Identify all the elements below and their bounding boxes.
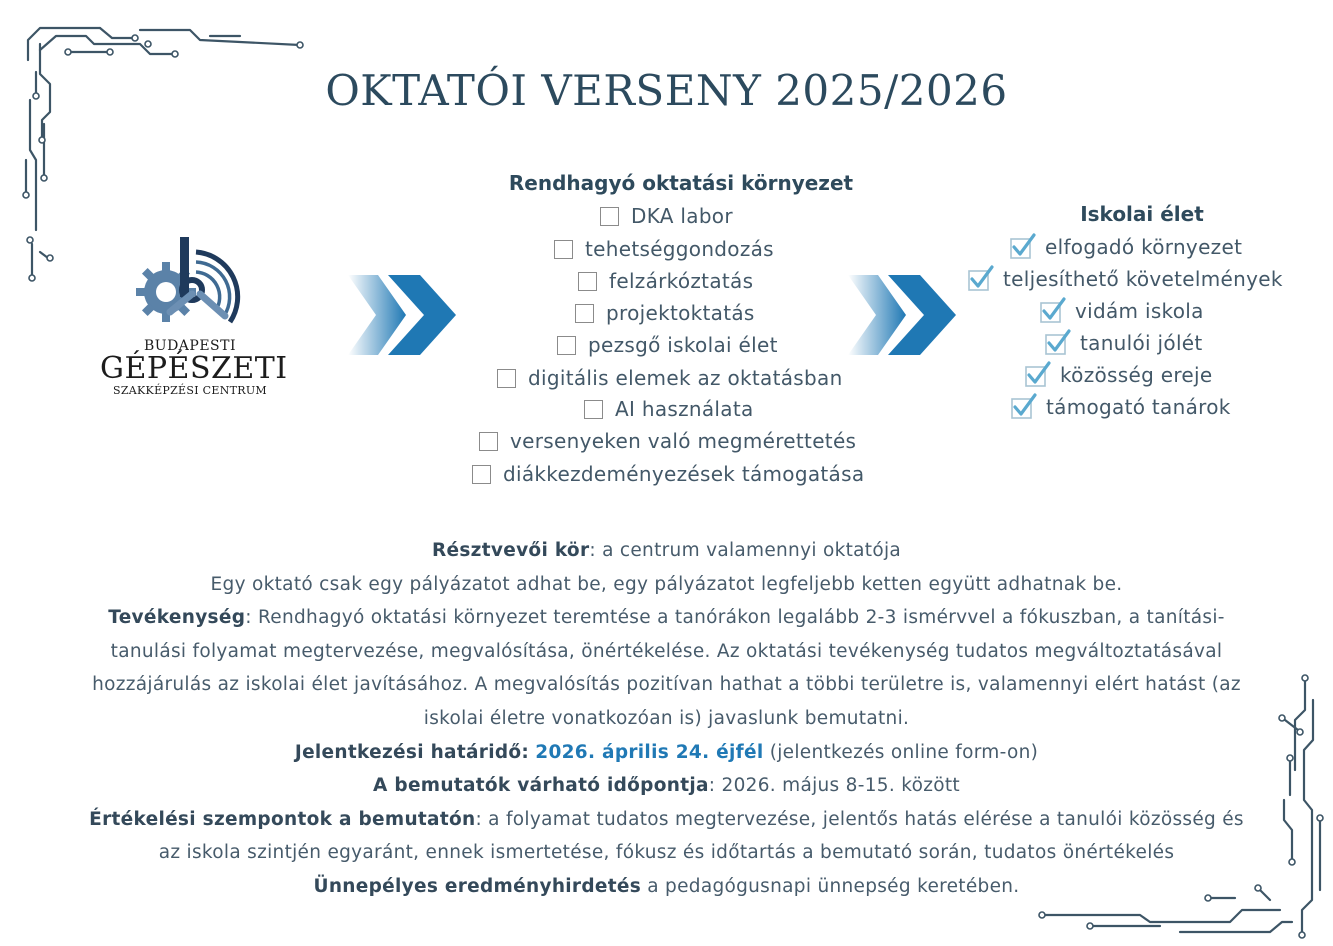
checked-box-icon — [1010, 393, 1038, 421]
logo-line-2: GÉPÉSZETI — [100, 351, 288, 386]
list-item-label: pezsgő iskolai élet — [588, 333, 778, 357]
list-item — [1024, 361, 1213, 389]
list-item — [1010, 393, 1231, 421]
deadline-value: 2026. április 24. éjfél — [535, 741, 764, 763]
criteria-text-1: : a folyamat tudatos megtervezése, jelentős hatás elérése a tanulói közösség és — [475, 808, 1244, 830]
list-item-label: tanulói jólét — [1080, 331, 1203, 355]
criteria-label: Értékelési szempontok a bemutatón — [89, 808, 476, 830]
list-item — [967, 265, 1283, 293]
list-item-label: vidám iskola — [1075, 299, 1204, 323]
list-item-label: DKA labor — [631, 204, 733, 228]
empty-checkbox-icon — [554, 240, 573, 259]
list-item-label: felzárkóztatás — [609, 269, 754, 293]
list-item — [557, 333, 778, 357]
presentation-line — [40, 769, 1293, 803]
empty-checkbox-icon — [575, 304, 594, 323]
list-item-label: közösség ereje — [1060, 363, 1213, 387]
list-item — [584, 397, 754, 421]
empty-checkbox-icon — [479, 432, 498, 451]
criteria-line-2: az iskola szintjén egyaránt, ennek ismertetése, fókusz és időtartás a bemutató során, tudatos önértékelés — [158, 842, 1175, 864]
list-item — [479, 429, 856, 453]
list-item — [1039, 297, 1204, 325]
rule-line: Egy oktató csak egy pályázatot adhat be, egy pályázatot legfeljebb ketten együtt adhatnak be. — [210, 573, 1123, 595]
presentation-label: A bemutatók várható időpontja — [373, 775, 709, 797]
empty-checkbox-icon — [584, 400, 603, 419]
criteria-line-1 — [40, 803, 1293, 837]
list-item-label: AI használata — [615, 397, 754, 421]
gear-b-logo-icon — [100, 232, 280, 342]
double-chevron-right-icon — [848, 275, 958, 355]
list-item — [497, 366, 843, 390]
activity-line-3: hozzájárulás az iskolai élet javításához. A megvalósítás pozitívan hathat a többi területre is, valamennyi elért hatást (az — [92, 674, 1241, 696]
list-item — [575, 301, 755, 325]
empty-checkbox-icon — [557, 336, 576, 355]
info-block — [40, 534, 1293, 904]
page-title: OKTATÓI VERSENY 2025/2026 — [325, 66, 1008, 115]
double-chevron-right-icon — [348, 275, 458, 355]
school-logo — [100, 232, 288, 412]
checked-box-icon — [1044, 329, 1072, 357]
empty-checkbox-icon — [600, 207, 619, 226]
ceremony-label: Ünnepélyes eredményhirdetés — [313, 875, 642, 897]
ceremony-text: a pedagógusnapi ünnepség keretében. — [641, 875, 1020, 897]
empty-checkbox-icon — [497, 369, 516, 388]
deadline-label: Jelentkezési határidő: — [294, 741, 530, 763]
participants-line — [40, 534, 1293, 568]
checked-box-icon — [1009, 233, 1037, 261]
checked-box-icon — [1039, 297, 1067, 325]
list-item-label: diákkezdeményezések támogatása — [503, 462, 865, 486]
list-item-label: elfogadó környezet — [1045, 235, 1243, 259]
logo-line-3: SZAKKÉPZÉSI CENTRUM — [113, 384, 267, 397]
participants-text: : a centrum valamennyi oktatója — [589, 540, 902, 561]
list-item — [554, 237, 774, 261]
list-item-label: teljesíthető követelmények — [1003, 267, 1283, 291]
activity-line-2: tanulási folyamat megtervezése, megvalósítása, önértékelése. Az oktatási tevékenység tudatos megváltoztatásával — [110, 640, 1223, 662]
ceremony-line — [40, 870, 1293, 904]
right-column-heading: Iskolai élet — [1080, 202, 1204, 226]
list-item-label: támogató tanárok — [1046, 395, 1231, 419]
list-item-label: projektoktatás — [606, 301, 755, 325]
list-item-label: versenyeken való megmérettetés — [510, 429, 857, 453]
left-column-heading: Rendhagyó oktatási környezet — [508, 171, 854, 195]
checked-box-icon — [967, 265, 995, 293]
list-item — [1009, 233, 1242, 261]
deadline-line — [40, 736, 1293, 770]
list-item — [472, 462, 864, 486]
logo-line-1: BUDAPESTI — [143, 338, 237, 354]
empty-checkbox-icon — [472, 465, 491, 484]
participants-label: Résztvevői kör — [431, 540, 590, 561]
activity-line-4: iskolai életre vonatkozóan is) javaslunk bemutatni. — [423, 707, 910, 729]
list-item — [578, 269, 753, 293]
checked-box-icon — [1024, 361, 1052, 389]
empty-checkbox-icon — [578, 272, 597, 291]
activity-line-1 — [40, 601, 1293, 635]
presentation-text: : 2026. május 8-15. között — [708, 775, 960, 797]
activity-label: Tevékenység — [108, 607, 246, 629]
list-item-label: digitális elemek az oktatásban — [528, 366, 843, 390]
list-item — [600, 204, 733, 228]
list-item — [1044, 329, 1203, 357]
deadline-note: (jelentkezés online form-on) — [763, 741, 1039, 763]
list-item-label: tehetséggondozás — [585, 237, 774, 261]
activity-text-1: : Rendhagyó oktatási környezet teremtése a tanórákon legalább 2-3 ismérvvel a fókuszban, a tanítási- — [245, 607, 1225, 629]
